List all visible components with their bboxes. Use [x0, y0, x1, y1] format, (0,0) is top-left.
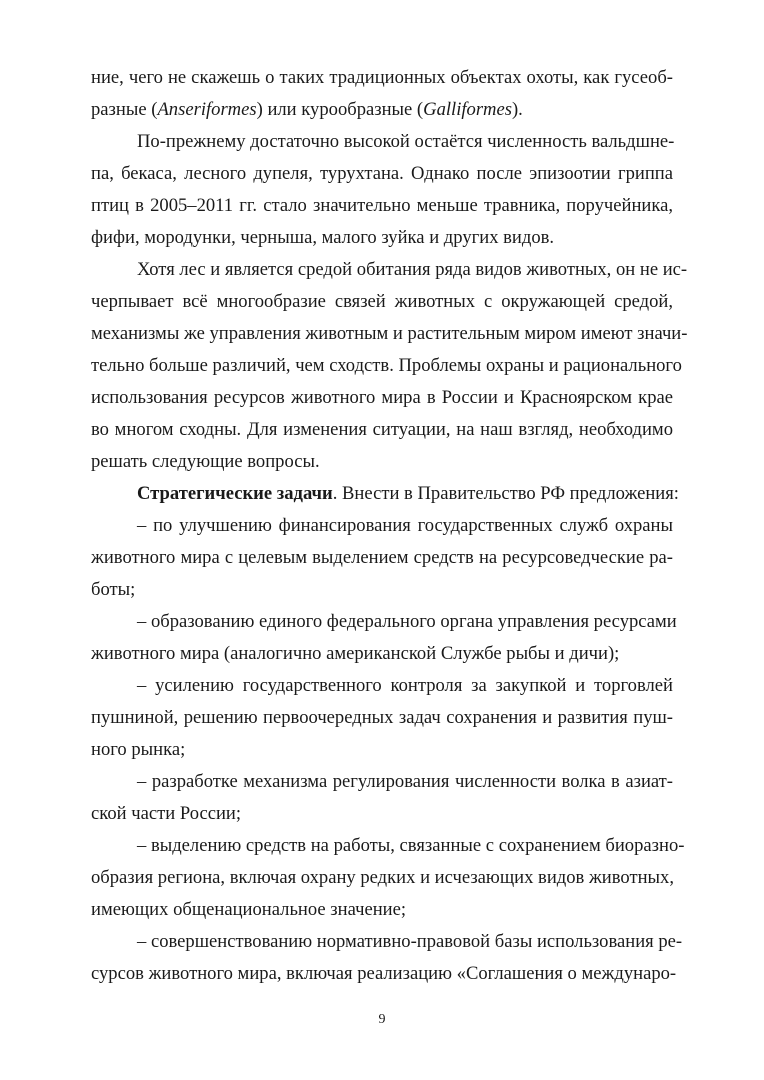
- text-line: [91, 638, 673, 670]
- paragraph: [91, 126, 673, 254]
- text-segment: ние, чего не скажешь о таких традиционных объектах охоты, как гусеоб-: [91, 67, 673, 88]
- text-line: [91, 446, 673, 478]
- text-segment: – выделению средств на работы, связанные с сохранением биоразно-: [137, 835, 685, 856]
- paragraph: [91, 606, 677, 670]
- text-segment: – усилению государственного контроля за закупкой и торговлей: [137, 675, 673, 696]
- text-line: [91, 478, 679, 510]
- text-line: [91, 766, 673, 798]
- paragraph: [91, 510, 673, 606]
- text-line: [91, 542, 673, 574]
- text-line: [91, 606, 677, 638]
- text-segment: . Внести в Правительство РФ предложения:: [332, 483, 679, 504]
- text-segment: – образованию единого федерального органа управления ресурсами: [137, 611, 677, 632]
- text-segment: животного мира (аналогично американской Службе рыбы и дичи);: [91, 643, 620, 664]
- text-line: [91, 318, 688, 350]
- text-segment: – по улучшению финансирования государственных служб охраны: [137, 515, 673, 536]
- paragraph: [91, 926, 683, 990]
- body-text: [91, 62, 688, 990]
- page-number: 9: [378, 1012, 386, 1027]
- text-line: [91, 190, 673, 222]
- text-segment: пушниной, решению первоочередных задач сохранения и развития пуш-: [91, 707, 673, 728]
- text-segment: фифи, мородунки, черныша, малого зуйка и других видов.: [91, 227, 555, 248]
- text-line: [91, 382, 673, 414]
- text-segment: ).: [511, 99, 523, 120]
- paragraph: [91, 830, 685, 926]
- paragraph: [91, 62, 673, 126]
- text-line: [91, 350, 682, 382]
- text-segment: во многом сходны. Для изменения ситуации, на наш взгляд, необходимо: [91, 419, 673, 440]
- text-line: [91, 958, 677, 990]
- text-segment: – совершенствованию нормативно-правовой базы использования ре-: [137, 931, 683, 952]
- text-segment: животного мира с целевым выделением средств на ресурсоведческие ра-: [91, 547, 673, 568]
- text-line: [91, 94, 673, 126]
- text-segment: ного рынка;: [91, 739, 186, 760]
- page-body: [91, 62, 688, 990]
- paragraph: [91, 670, 673, 766]
- text-segment: механизмы же управления животным и растительным миром имеют значи-: [91, 323, 688, 344]
- text-line: [91, 222, 673, 254]
- bold-heading: Стратегические задачи: [137, 483, 333, 504]
- text-segment: – разработке механизма регулирования численности волка в азиат-: [137, 771, 673, 792]
- text-segment: тельно больше различий, чем сходств. Проблемы охраны и рационального: [91, 355, 682, 376]
- paragraph: [91, 766, 673, 830]
- text-segment: По-прежнему достаточно высокой остаётся численность вальдшне-: [137, 131, 675, 152]
- text-line: [91, 830, 685, 862]
- text-line: [91, 574, 673, 606]
- text-line: [91, 126, 673, 158]
- text-line: [91, 158, 673, 190]
- text-segment: сурсов животного мира, включая реализацию «Соглашения о междунаро-: [91, 963, 677, 984]
- text-segment: птиц в 2005–2011 гг. стало значительно меньше травника, поручейника,: [91, 195, 673, 216]
- text-segment: имеющих общенациональное значение;: [91, 899, 407, 920]
- text-segment: ской части России;: [91, 803, 242, 824]
- text-segment: па, бекаса, лесного дупеля, турухтана. Однако после эпизоотии гриппа: [91, 163, 673, 184]
- latin-name: Galliformes: [423, 99, 512, 120]
- text-line: [91, 862, 673, 894]
- text-line: [91, 734, 673, 766]
- paragraph: [91, 478, 679, 510]
- latin-name: Anseriformes: [157, 99, 257, 120]
- text-line: [91, 414, 673, 446]
- text-segment: ) или курообразные (: [256, 99, 424, 120]
- text-line: [91, 670, 673, 702]
- text-line: [91, 510, 673, 542]
- text-line: [91, 286, 673, 318]
- text-segment: решать следующие вопросы.: [91, 451, 320, 472]
- text-line: [91, 254, 688, 286]
- text-line: [91, 62, 673, 94]
- text-segment: разные (: [91, 99, 158, 120]
- text-line: [91, 702, 673, 734]
- paragraph: [91, 254, 688, 478]
- text-segment: использования ресурсов животного мира в России и Красноярском крае: [91, 387, 673, 408]
- text-segment: черпывает всё многообразие связей животных с окружающей средой,: [91, 291, 673, 312]
- text-line: [91, 894, 673, 926]
- text-segment: Хотя лес и является средой обитания ряда видов животных, он не ис-: [137, 259, 688, 280]
- text-line: [91, 798, 673, 830]
- text-segment: образия региона, включая охрану редких и исчезающих видов животных,: [91, 867, 674, 888]
- text-segment: боты;: [91, 579, 136, 600]
- text-line: [91, 926, 683, 958]
